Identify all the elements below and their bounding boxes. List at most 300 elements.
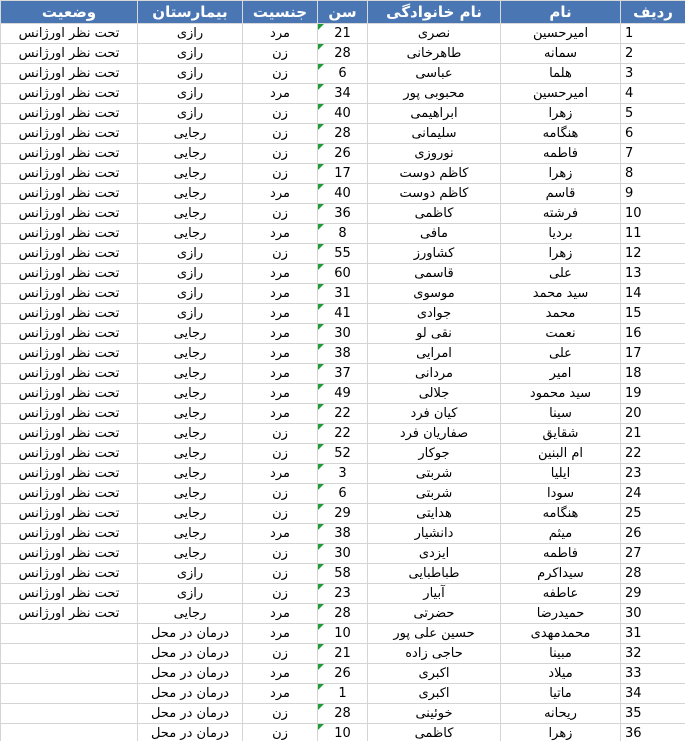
number-as-text-marker-icon [318,684,324,690]
table-row [1,344,685,364]
cell-age[interactable] [318,144,368,164]
cell-radif[interactable]: 36 [621,724,685,741]
cell-hospital[interactable]: رازی [138,284,243,304]
cell-age-value: 36 [334,206,351,221]
cell-age[interactable] [318,464,368,484]
cell-radif[interactable]: 32 [621,644,685,664]
number-as-text-marker-icon [318,224,324,230]
cell-gender[interactable]: مرد [243,524,318,544]
cell-name[interactable]: علی [501,264,621,284]
cell-radif[interactable]: 29 [621,584,685,604]
cell-family[interactable]: کیان فرد [368,404,501,424]
cell-family[interactable]: کشاورز [368,244,501,264]
cell-radif[interactable]: 28 [621,564,685,584]
cell-gender[interactable]: مرد [243,604,318,624]
cell-age[interactable] [318,44,368,64]
cell-gender[interactable]: زن [243,644,318,664]
header-row [1,1,685,24]
cell-gender[interactable]: زن [243,424,318,444]
cell-status[interactable] [1,684,138,704]
cell-hospital[interactable]: رجایی [138,184,243,204]
cell-radif[interactable]: 31 [621,624,685,644]
cell-name[interactable]: زهرا [501,164,621,184]
cell-family[interactable]: مافی [368,224,501,244]
table-row [1,224,685,244]
cell-radif[interactable]: 30 [621,604,685,624]
cell-age[interactable] [318,304,368,324]
cell-hospital[interactable]: درمان در محل [138,644,243,664]
cell-family[interactable]: مردانی [368,364,501,384]
cell-age[interactable] [318,724,368,741]
cell-gender[interactable]: زن [243,244,318,264]
cell-name[interactable]: سید محمد [501,284,621,304]
number-as-text-marker-icon [318,444,324,450]
cell-age[interactable] [318,64,368,84]
cell-gender[interactable]: مرد [243,224,318,244]
cell-radif[interactable]: 21 [621,424,685,444]
cell-age-value: 40 [334,186,351,201]
cell-radif[interactable]: 10 [621,204,685,224]
cell-radif[interactable]: 22 [621,444,685,464]
number-as-text-marker-icon [318,424,324,430]
cell-status[interactable]: تحت نظر اورژانس [1,564,138,584]
cell-gender[interactable]: مرد [243,684,318,704]
cell-gender[interactable]: زن [243,64,318,84]
cell-family[interactable]: شربتی [368,484,501,504]
cell-gender[interactable]: مرد [243,184,318,204]
cell-radif[interactable]: 24 [621,484,685,504]
cell-family[interactable]: قاسمی [368,264,501,284]
number-as-text-marker-icon [318,244,324,250]
cell-hospital[interactable]: رجایی [138,344,243,364]
cell-age[interactable] [318,684,368,704]
cell-family[interactable]: آبیار [368,584,501,604]
cell-name[interactable]: سیداکرم [501,564,621,584]
table-row [1,684,685,704]
cell-status[interactable]: تحت نظر اورژانس [1,44,138,64]
cell-radif[interactable]: 23 [621,464,685,484]
cell-name[interactable]: ام البنین [501,444,621,464]
cell-status[interactable]: تحت نظر اورژانس [1,24,138,44]
cell-age[interactable] [318,164,368,184]
cell-radif[interactable]: 18 [621,364,685,384]
cell-age-value: 60 [334,266,351,281]
cell-age-value: 40 [334,106,351,121]
cell-name[interactable]: علی [501,344,621,364]
cell-family[interactable]: هدایتی [368,504,501,524]
cell-family[interactable]: نقی لو [368,324,501,344]
cell-status[interactable]: تحت نظر اورژانس [1,164,138,184]
cell-age-value: 38 [334,526,351,541]
cell-family[interactable]: حاجی زاده [368,644,501,664]
cell-age-value: 30 [334,326,351,341]
cell-gender[interactable]: مرد [243,324,318,344]
cell-status[interactable]: تحت نظر اورژانس [1,404,138,424]
table-row [1,64,685,84]
header-gender[interactable]: جنسیت [243,1,318,24]
cell-hospital[interactable]: درمان در محل [138,724,243,741]
cell-status[interactable]: تحت نظر اورژانس [1,504,138,524]
number-as-text-marker-icon [318,544,324,550]
cell-gender[interactable]: مرد [243,304,318,324]
cell-name[interactable]: سینا [501,404,621,424]
cell-status[interactable]: تحت نظر اورژانس [1,104,138,124]
cell-name[interactable]: زهرا [501,724,621,741]
cell-status[interactable]: تحت نظر اورژانس [1,384,138,404]
number-as-text-marker-icon [318,484,324,490]
cell-gender[interactable]: مرد [243,344,318,364]
cell-radif[interactable]: 15 [621,304,685,324]
cell-radif[interactable]: 17 [621,344,685,364]
number-as-text-marker-icon [318,464,324,470]
cell-gender[interactable]: زن [243,144,318,164]
cell-hospital[interactable]: درمان در محل [138,624,243,644]
number-as-text-marker-icon [318,704,324,710]
cell-family[interactable]: صفاریان فرد [368,424,501,444]
number-as-text-marker-icon [318,384,324,390]
cell-age[interactable] [318,264,368,284]
cell-status[interactable]: تحت نظر اورژانس [1,184,138,204]
cell-age[interactable] [318,484,368,504]
number-as-text-marker-icon [318,304,324,310]
cell-status[interactable]: تحت نظر اورژانس [1,84,138,104]
cell-age[interactable] [318,424,368,444]
number-as-text-marker-icon [318,164,324,170]
cell-hospital[interactable]: رجایی [138,324,243,344]
cell-radif[interactable]: 5 [621,104,685,124]
cell-family[interactable]: حسین علی پور [368,624,501,644]
cell-gender[interactable]: مرد [243,24,318,44]
cell-family[interactable]: کاظمی [368,724,501,741]
cell-name[interactable]: هنگامه [501,504,621,524]
cell-family[interactable]: نوروزی [368,144,501,164]
cell-status[interactable]: تحت نظر اورژانس [1,244,138,264]
cell-status[interactable]: تحت نظر اورژانس [1,224,138,244]
cell-hospital[interactable]: رجایی [138,224,243,244]
cell-age-value: 28 [334,126,351,141]
cell-radif[interactable]: 11 [621,224,685,244]
cell-family[interactable]: کاظم دوست [368,184,501,204]
cell-age[interactable] [318,24,368,44]
cell-gender[interactable]: مرد [243,84,318,104]
cell-age[interactable] [318,564,368,584]
cell-name[interactable]: زهرا [501,104,621,124]
cell-status[interactable]: تحت نظر اورژانس [1,464,138,484]
cell-name[interactable]: عاطفه [501,584,621,604]
cell-name[interactable]: امیرحسین [501,84,621,104]
number-as-text-marker-icon [318,664,324,670]
cell-hospital[interactable]: رازی [138,24,243,44]
cell-age[interactable] [318,504,368,524]
cell-name[interactable]: زهرا [501,244,621,264]
cell-radif[interactable]: 27 [621,544,685,564]
cell-gender[interactable]: زن [243,704,318,724]
cell-name[interactable]: قاسم [501,184,621,204]
cell-gender[interactable]: زن [243,484,318,504]
cell-status[interactable]: تحت نظر اورژانس [1,64,138,84]
cell-family[interactable]: طباطبایی [368,564,501,584]
cell-name[interactable]: ایلیا [501,464,621,484]
cell-status[interactable]: تحت نظر اورژانس [1,344,138,364]
cell-radif[interactable]: 34 [621,684,685,704]
cell-radif[interactable]: 2 [621,44,685,64]
cell-radif[interactable]: 16 [621,324,685,344]
cell-radif[interactable]: 4 [621,84,685,104]
cell-hospital[interactable]: رجایی [138,204,243,224]
number-as-text-marker-icon [318,24,324,30]
cell-gender[interactable]: زن [243,724,318,741]
cell-gender[interactable]: مرد [243,624,318,644]
cell-status[interactable]: تحت نظر اورژانس [1,124,138,144]
cell-gender[interactable]: زن [243,124,318,144]
cell-gender[interactable]: زن [243,44,318,64]
cell-age-value: 6 [338,486,347,501]
cell-family[interactable]: جلالی [368,384,501,404]
cell-age[interactable] [318,224,368,244]
cell-radif[interactable]: 3 [621,64,685,84]
table-row [1,704,685,724]
cell-family[interactable]: موسوی [368,284,501,304]
cell-family[interactable]: ابراهیمی [368,104,501,124]
table-row [1,104,685,124]
header-age[interactable]: سن [318,1,368,24]
cell-hospital[interactable]: رجایی [138,504,243,524]
cell-hospital[interactable]: رجایی [138,444,243,464]
cell-name[interactable]: میلاد [501,664,621,684]
cell-radif[interactable]: 13 [621,264,685,284]
cell-family[interactable]: کاظم دوست [368,164,501,184]
cell-age[interactable] [318,204,368,224]
cell-name[interactable]: فاطمه [501,144,621,164]
cell-gender[interactable]: زن [243,164,318,184]
cell-gender[interactable]: زن [243,504,318,524]
cell-family[interactable]: سلیمانی [368,124,501,144]
cell-hospital[interactable]: رجایی [138,364,243,384]
cell-family[interactable]: محبوبی پور [368,84,501,104]
cell-hospital[interactable]: درمان در محل [138,664,243,684]
header-status[interactable]: وضعیت [1,1,138,24]
cell-hospital[interactable]: رجایی [138,384,243,404]
cell-family[interactable]: طاهرخانی [368,44,501,64]
cell-status[interactable] [1,624,138,644]
cell-age[interactable] [318,344,368,364]
cell-name[interactable]: ریحانه [501,704,621,724]
cell-family[interactable]: اکبری [368,684,501,704]
cell-radif[interactable]: 14 [621,284,685,304]
cell-name[interactable]: مبینا [501,644,621,664]
cell-radif[interactable]: 26 [621,524,685,544]
cell-name[interactable]: امیرحسین [501,24,621,44]
cell-family[interactable]: اکبری [368,664,501,684]
cell-gender[interactable]: مرد [243,284,318,304]
cell-hospital[interactable]: رجایی [138,464,243,484]
cell-name[interactable]: ماتیا [501,684,621,704]
cell-name[interactable]: سودا [501,484,621,504]
cell-name[interactable]: فاطمه [501,544,621,564]
cell-status[interactable] [1,644,138,664]
cell-status[interactable] [1,664,138,684]
header-name[interactable]: نام [501,1,621,24]
cell-hospital[interactable]: رازی [138,244,243,264]
cell-age-value: 22 [334,426,351,441]
cell-name[interactable]: محمد [501,304,621,324]
cell-hospital[interactable]: رازی [138,44,243,64]
cell-name[interactable]: سید محمود [501,384,621,404]
cell-status[interactable]: تحت نظر اورژانس [1,144,138,164]
cell-gender[interactable]: زن [243,544,318,564]
cell-age[interactable] [318,604,368,624]
cell-radif[interactable]: 1 [621,24,685,44]
cell-age[interactable] [318,364,368,384]
cell-hospital[interactable]: رجایی [138,404,243,424]
cell-name[interactable]: بردیا [501,224,621,244]
cell-family[interactable]: عباسی [368,64,501,84]
cell-age[interactable] [318,324,368,344]
cell-age[interactable] [318,104,368,124]
cell-family[interactable]: شربتی [368,464,501,484]
cell-gender[interactable]: زن [243,584,318,604]
cell-radif[interactable]: 20 [621,404,685,424]
cell-hospital[interactable]: رجایی [138,484,243,504]
cell-hospital[interactable]: رجایی [138,424,243,444]
cell-age[interactable] [318,84,368,104]
cell-gender[interactable]: مرد [243,464,318,484]
cell-age[interactable] [318,544,368,564]
cell-status[interactable]: تحت نظر اورژانس [1,284,138,304]
cell-age[interactable] [318,664,368,684]
number-as-text-marker-icon [318,564,324,570]
cell-radif[interactable]: 12 [621,244,685,264]
header-family[interactable]: نام خانوادگی [368,1,501,24]
cell-family[interactable]: امرایی [368,344,501,364]
cell-family[interactable]: دانشیار [368,524,501,544]
cell-age-value: 55 [334,246,351,261]
cell-status[interactable]: تحت نظر اورژانس [1,544,138,564]
cell-hospital[interactable]: رازی [138,564,243,584]
cell-status[interactable]: تحت نظر اورژانس [1,604,138,624]
header-radif[interactable]: ردیف [621,1,685,24]
cell-name[interactable]: محمدمهدی [501,624,621,644]
cell-radif[interactable]: 7 [621,144,685,164]
cell-age-value: 41 [334,306,351,321]
cell-hospital[interactable]: رجایی [138,524,243,544]
cell-family[interactable]: کاظمی [368,204,501,224]
cell-hospital[interactable]: رجایی [138,164,243,184]
cell-status[interactable]: تحت نظر اورژانس [1,264,138,284]
cell-age[interactable] [318,184,368,204]
cell-age[interactable] [318,584,368,604]
cell-family[interactable]: جوکار [368,444,501,464]
cell-gender[interactable]: مرد [243,264,318,284]
cell-hospital[interactable]: رازی [138,304,243,324]
cell-name[interactable]: حمیدرضا [501,604,621,624]
cell-gender[interactable]: مرد [243,664,318,684]
cell-status[interactable]: تحت نظر اورژانس [1,524,138,544]
cell-hospital[interactable]: رازی [138,104,243,124]
cell-family[interactable]: نصری [368,24,501,44]
cell-gender[interactable]: زن [243,564,318,584]
cell-status[interactable]: تحت نظر اورژانس [1,424,138,444]
cell-hospital[interactable]: رازی [138,64,243,84]
cell-status[interactable]: تحت نظر اورژانس [1,444,138,464]
cell-hospital[interactable]: رجایی [138,124,243,144]
header-hospital[interactable]: بیمارستان [138,1,243,24]
cell-status[interactable]: تحت نظر اورژانس [1,324,138,344]
table-row [1,304,685,324]
cell-gender[interactable]: زن [243,104,318,124]
cell-name[interactable]: شقایق [501,424,621,444]
cell-status[interactable] [1,704,138,724]
cell-gender[interactable]: زن [243,444,318,464]
cell-hospital[interactable]: درمان در محل [138,684,243,704]
cell-gender[interactable]: زن [243,204,318,224]
cell-age-value: 21 [334,646,351,661]
cell-family[interactable]: ایزدی [368,544,501,564]
cell-hospital[interactable]: رجایی [138,604,243,624]
cell-radif[interactable]: 25 [621,504,685,524]
cell-age[interactable] [318,524,368,544]
cell-hospital[interactable]: رجایی [138,544,243,564]
cell-age-value: 29 [334,506,351,521]
cell-hospital[interactable]: رجایی [138,144,243,164]
cell-name[interactable]: سمانه [501,44,621,64]
cell-radif[interactable]: 9 [621,184,685,204]
cell-hospital[interactable]: رازی [138,264,243,284]
number-as-text-marker-icon [318,604,324,610]
cell-age[interactable] [318,124,368,144]
table-row [1,24,685,44]
table-row [1,424,685,444]
cell-age[interactable] [318,644,368,664]
cell-radif[interactable]: 8 [621,164,685,184]
cell-name[interactable]: امیر [501,364,621,384]
cell-hospital[interactable]: رازی [138,584,243,604]
cell-name[interactable]: میثم [501,524,621,544]
cell-status[interactable]: تحت نظر اورژانس [1,364,138,384]
cell-name[interactable]: فرشته [501,204,621,224]
cell-age[interactable] [318,444,368,464]
cell-gender[interactable]: مرد [243,364,318,384]
cell-age[interactable] [318,244,368,264]
cell-radif[interactable]: 33 [621,664,685,684]
cell-age[interactable] [318,704,368,724]
cell-age[interactable] [318,384,368,404]
cell-hospital[interactable]: رازی [138,84,243,104]
cell-hospital[interactable]: درمان در محل [138,704,243,724]
cell-family[interactable]: خوئینی [368,704,501,724]
cell-status[interactable]: تحت نظر اورژانس [1,304,138,324]
cell-status[interactable]: تحت نظر اورژانس [1,584,138,604]
cell-name[interactable]: هنگامه [501,124,621,144]
number-as-text-marker-icon [318,284,324,290]
cell-name[interactable]: نعمت [501,324,621,344]
cell-name[interactable]: هلما [501,64,621,84]
cell-status[interactable] [1,724,138,741]
cell-age-value: 31 [334,286,351,301]
cell-age[interactable] [318,404,368,424]
cell-family[interactable]: جوادی [368,304,501,324]
cell-status[interactable]: تحت نظر اورژانس [1,204,138,224]
cell-age[interactable] [318,624,368,644]
cell-radif[interactable]: 19 [621,384,685,404]
cell-family[interactable]: حضرتی [368,604,501,624]
cell-gender[interactable]: مرد [243,384,318,404]
cell-status[interactable]: تحت نظر اورژانس [1,484,138,504]
cell-radif[interactable]: 35 [621,704,685,724]
cell-age[interactable] [318,284,368,304]
cell-gender[interactable]: مرد [243,404,318,424]
cell-radif[interactable]: 6 [621,124,685,144]
